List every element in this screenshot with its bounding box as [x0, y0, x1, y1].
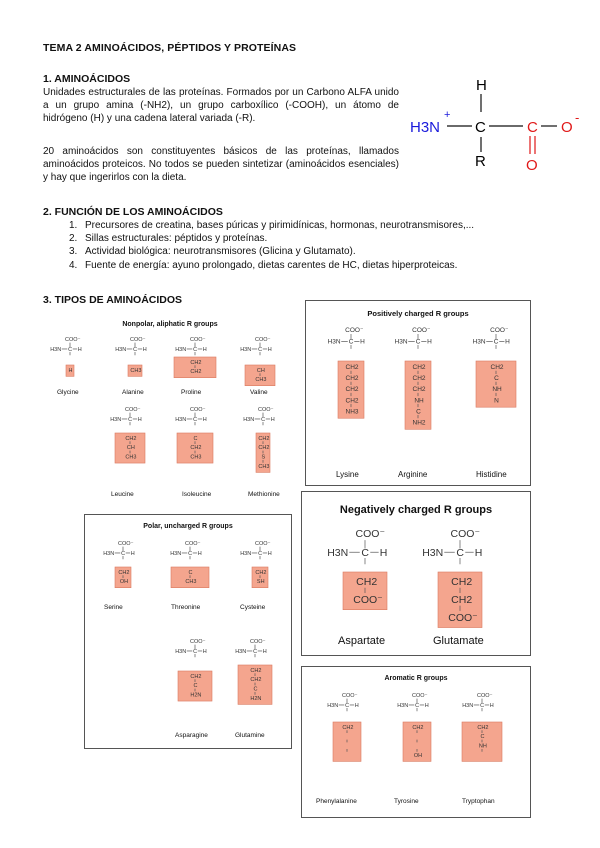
carboxylate-label: COO⁻ — [345, 327, 364, 334]
h-label: H — [424, 702, 429, 709]
side-chain-label: OH — [119, 579, 129, 586]
h-label: H — [137, 416, 142, 423]
amine-label: H3N — [240, 346, 252, 353]
side-chain-label: CH — [256, 367, 265, 374]
alpha-carbon-label: C — [261, 416, 266, 423]
h-label: H — [142, 346, 147, 353]
name-tryptophan: Tryptophan — [462, 798, 495, 805]
alpha-carbon-label: C — [456, 546, 464, 559]
carboxylate-label: COO⁻ — [450, 528, 481, 540]
item-number: 2. — [69, 233, 78, 245]
side-chain-label: CH2 — [490, 364, 504, 372]
amine-label: H3N — [243, 416, 255, 423]
carboxylate-label: COO⁻ — [255, 337, 271, 343]
item-text: Fuente de energía: ayuno prolongado, dietas carentes de HC, dietas hiperproteicas. — [85, 259, 458, 271]
section-1-heading: 1. AMINOÁCIDOS — [43, 73, 131, 85]
carboxylate-label: COO⁻ — [490, 327, 509, 334]
side-chain-label: CH2 — [356, 576, 378, 589]
side-chain-label: CH3 — [255, 377, 267, 384]
section-1-paragraph-1: Unidades estructurales de las proteínas. Formados por un Carbono ALFA unido a un grupo amina (-NH2), un grupo carboxílico (-COOH), un átomo de hidrógeno (H) y una cadena lateral variada (-R). — [43, 87, 399, 124]
side-chain-label: CH2 — [412, 375, 426, 383]
item-number: 1. — [69, 220, 78, 231]
alpha-carbon-label: C — [345, 702, 350, 709]
alpha-carbon-label: C — [361, 546, 369, 559]
function-item — [69, 259, 549, 272]
amine-label: H3N — [175, 416, 187, 423]
amine-label: H3N — [394, 338, 408, 346]
h-label: H — [202, 346, 207, 353]
side-chain-label: H2N — [190, 692, 202, 699]
h-label: H — [354, 702, 359, 709]
negative-panel — [301, 491, 531, 656]
side-chain-label: C — [253, 686, 258, 693]
negative-structures — [302, 492, 530, 655]
formula-plus: + — [444, 109, 451, 121]
alpha-carbon-label: C — [493, 338, 499, 346]
name-cysteine: Cysteine — [240, 604, 266, 611]
name-lysine: Lysine — [336, 470, 359, 479]
carboxylate-label: COO⁻ — [412, 327, 431, 334]
amine-label: H3N — [462, 702, 474, 709]
side-chain-label: SH — [256, 579, 265, 586]
name-tyrosine: Tyrosine — [394, 798, 419, 805]
h-label: H — [474, 546, 483, 559]
amine-label: H3N — [103, 550, 115, 557]
h-label: H — [267, 346, 272, 353]
item-text: Sillas estructurales: péptidos y proteínas. — [85, 233, 268, 245]
side-chain-label: CH3 — [185, 579, 197, 586]
side-chain-label: C — [480, 734, 485, 741]
formula-h: H — [476, 77, 487, 94]
side-chain-label: CH2 — [118, 569, 130, 576]
carboxylate-label: COO⁻ — [190, 639, 206, 645]
carboxylate-label: COO⁻ — [258, 407, 274, 413]
side-chain-label: CH2 — [190, 359, 202, 366]
side-chain-label: CH2 — [412, 724, 424, 731]
item-text: Actividad biológica: neurotransmisores (Glicina y Glutamato). — [85, 246, 356, 258]
positive-title: Positively charged R groups — [367, 309, 469, 318]
h-label: H — [130, 550, 135, 557]
side-chain-label: H2N — [250, 695, 262, 702]
name-glutamine: Glutamine — [235, 732, 265, 739]
side-chain-label: OH — [413, 752, 423, 759]
h-label: H — [505, 338, 510, 346]
amine-label: H3N — [240, 550, 252, 557]
nonpolar-panel — [45, 313, 295, 503]
side-chain-label: CH2 — [451, 576, 473, 589]
h-label: H — [489, 702, 494, 709]
negative-title: Negatively charged R groups — [339, 504, 493, 516]
side-chain-label: CH2 — [342, 724, 354, 731]
side-chain-label: CH2 — [451, 593, 473, 606]
carboxylate-label: COO⁻ — [65, 337, 81, 343]
name-serine: Serine — [104, 604, 123, 611]
alpha-carbon-label: C — [193, 416, 198, 423]
amine-label: H3N — [175, 346, 187, 353]
side-chain-label: CH2 — [190, 673, 202, 680]
h-label: H — [77, 346, 82, 353]
amine-label: H3N — [327, 338, 341, 346]
formula-minus: - — [575, 110, 580, 125]
page-title: TEMA 2 AMINOÁCIDOS, PÉPTIDOS Y PROTEÍNAS — [43, 42, 297, 54]
amine-label: H3N — [50, 346, 62, 353]
carboxylate-label: COO⁻ — [130, 337, 146, 343]
amine-label: H3N — [170, 550, 182, 557]
nonpolar-title: Nonpolar, aliphatic R groups — [122, 321, 218, 328]
side-chain-label: CH2 — [345, 375, 359, 383]
side-chain-label: CH2 — [190, 369, 202, 376]
formula-oxygen-single: O — [561, 119, 573, 136]
side-chain-label: NH — [478, 743, 487, 750]
function-item — [69, 245, 549, 258]
side-chain-label: COO⁻ — [448, 611, 478, 624]
item-number: 3. — [69, 246, 78, 258]
function-list — [69, 219, 549, 272]
carboxylate-label: COO⁻ — [185, 541, 201, 547]
carboxylate-label: COO⁻ — [255, 541, 271, 547]
polar-panel — [84, 514, 292, 749]
carboxylate-label: COO⁻ — [477, 693, 493, 699]
carboxylate-label: COO⁻ — [355, 528, 386, 540]
side-chain-label: CH2 — [258, 435, 270, 442]
name-glutamate: Glutamate — [433, 635, 484, 647]
side-chain-label: CH2 — [345, 364, 359, 372]
side-chain-label: NH — [492, 386, 502, 394]
function-item — [69, 232, 549, 245]
alpha-carbon-label: C — [415, 338, 421, 346]
name-aspartate: Aspartate — [338, 635, 386, 647]
item-text: Precursores de creatina, bases púricas y pirimidínicas, hormonas, neurotransmisores,... — [85, 220, 475, 231]
section-1-paragraph-2: 20 aminoácidos son constituyentes básicos de las proteínas, llamados aminoácidos proteicos. No todos se pueden sintetizar (aminoácidos esenciales) y hay que ingerirlos con la dieta. — [43, 146, 399, 183]
side-chain-label: H — [68, 367, 73, 374]
side-chain-label: C — [494, 375, 499, 383]
carboxylate-label: COO⁻ — [342, 693, 358, 699]
name-asparagine: Asparagine — [175, 732, 208, 739]
amine-label: H3N — [115, 346, 127, 353]
amine-label: H3N — [327, 702, 339, 709]
side-chain-label: CH2 — [258, 445, 270, 452]
alpha-carbon-label: C — [258, 346, 263, 353]
carboxylate-label: COO⁻ — [125, 407, 141, 413]
amine-label: H3N — [327, 546, 349, 559]
function-item — [69, 219, 549, 232]
alpha-carbon-label: C — [253, 648, 258, 655]
name-arginine: Arginine — [398, 470, 428, 479]
side-chain-label: NH2 — [412, 419, 426, 427]
side-chain-label: C — [193, 435, 198, 442]
carboxylate-label: COO⁻ — [190, 407, 206, 413]
formula-carboxyl-carbon: C — [527, 119, 538, 136]
alpha-carbon-label: C — [480, 702, 485, 709]
alpha-carbon-label: C — [133, 346, 138, 353]
carboxylate-label: COO⁻ — [118, 541, 134, 547]
name-valine: Valine — [250, 389, 268, 396]
amine-label: H3N — [175, 648, 187, 655]
side-chain-label: S — [261, 454, 266, 461]
nonpolar-structures — [45, 313, 295, 503]
side-chain-label: CH2 — [255, 569, 267, 576]
formula-amine: H3N — [410, 119, 441, 136]
side-chain-label: CH3 — [258, 463, 270, 470]
carboxylate-label: COO⁻ — [412, 693, 428, 699]
side-chain-label: COO⁻ — [353, 593, 383, 606]
name-methionine: Methionine — [248, 491, 280, 498]
section-3-heading: 3. TIPOS DE AMINOÁCIDOS — [43, 294, 183, 306]
side-chain-label: CH — [126, 445, 135, 452]
side-chain-label: NH — [414, 397, 424, 405]
alpha-carbon-label: C — [348, 338, 354, 346]
side-chain-label: CH2 — [345, 397, 359, 405]
h-label: H — [262, 648, 267, 655]
side-chain-label: CH2 — [250, 667, 262, 674]
side-chain-label: C — [416, 408, 421, 416]
side-chain-label: CH2 — [477, 724, 489, 731]
alpha-carbon-label: C — [68, 346, 73, 353]
side-chain-label: CH3 — [130, 367, 142, 374]
name-proline: Proline — [181, 389, 202, 396]
aromatic-panel — [301, 666, 531, 818]
side-chain-label: CH2 — [125, 435, 137, 442]
polar-structures — [85, 515, 291, 748]
carboxylate-label: COO⁻ — [190, 337, 206, 343]
name-glycine: Glycine — [57, 389, 79, 396]
h-label: H — [427, 338, 432, 346]
alpha-carbon-label: C — [128, 416, 133, 423]
side-chain-label: CH3 — [190, 454, 202, 461]
carboxylate-label: COO⁻ — [250, 639, 266, 645]
polar-title: Polar, uncharged R groups — [143, 523, 233, 530]
section-2-heading: 2. FUNCIÓN DE LOS AMINOÁCIDOS — [43, 206, 223, 218]
h-label: H — [202, 416, 207, 423]
name-phenylalanine: Phenylalanine — [316, 798, 357, 805]
name-isoleucine: Isoleucine — [182, 491, 212, 498]
h-label: H — [267, 550, 272, 557]
alpha-carbon-label: C — [193, 648, 198, 655]
side-chain-label: CH2 — [412, 386, 426, 394]
alpha-carbon-label: C — [193, 346, 198, 353]
aromatic-title: Aromatic R groups — [384, 675, 448, 682]
amine-label: H3N — [472, 338, 486, 346]
side-chain-label: NH3 — [345, 408, 359, 416]
h-label: H — [270, 416, 275, 423]
positive-panel — [305, 300, 531, 486]
formula-alpha-carbon: C — [475, 119, 486, 136]
amine-label: H3N — [422, 546, 444, 559]
alpha-carbon-label: C — [415, 702, 420, 709]
amine-label: H3N — [110, 416, 122, 423]
side-chain-label: CH2 — [412, 364, 426, 372]
side-chain-label: CH2 — [250, 677, 262, 684]
positive-structures — [306, 301, 530, 485]
side-chain-label: CH2 — [345, 386, 359, 394]
h-label: H — [360, 338, 365, 346]
h-label: H — [379, 546, 388, 559]
amino-acid-formula — [405, 74, 595, 174]
aromatic-structures — [302, 667, 530, 817]
formula-oxygen-double: O — [526, 157, 538, 174]
name-leucine: Leucine — [111, 491, 134, 498]
alpha-carbon-label: C — [258, 550, 263, 557]
amine-label: H3N — [235, 648, 247, 655]
side-chain-label: CH2 — [190, 445, 202, 452]
h-label: H — [197, 550, 202, 557]
name-threonine: Threonine — [171, 604, 201, 611]
side-chain-label: C — [188, 569, 193, 576]
formula-r: R — [475, 153, 486, 170]
side-chain-label: CH3 — [125, 454, 137, 461]
side-chain-label: N — [494, 397, 499, 405]
amine-label: H3N — [397, 702, 409, 709]
h-label: H — [202, 648, 207, 655]
side-chain-label: C — [193, 683, 198, 690]
alpha-carbon-label: C — [121, 550, 126, 557]
alpha-carbon-label: C — [188, 550, 193, 557]
name-alanine: Alanine — [122, 389, 144, 396]
item-number: 4. — [69, 259, 78, 271]
name-histidine: Histidine — [476, 470, 507, 479]
